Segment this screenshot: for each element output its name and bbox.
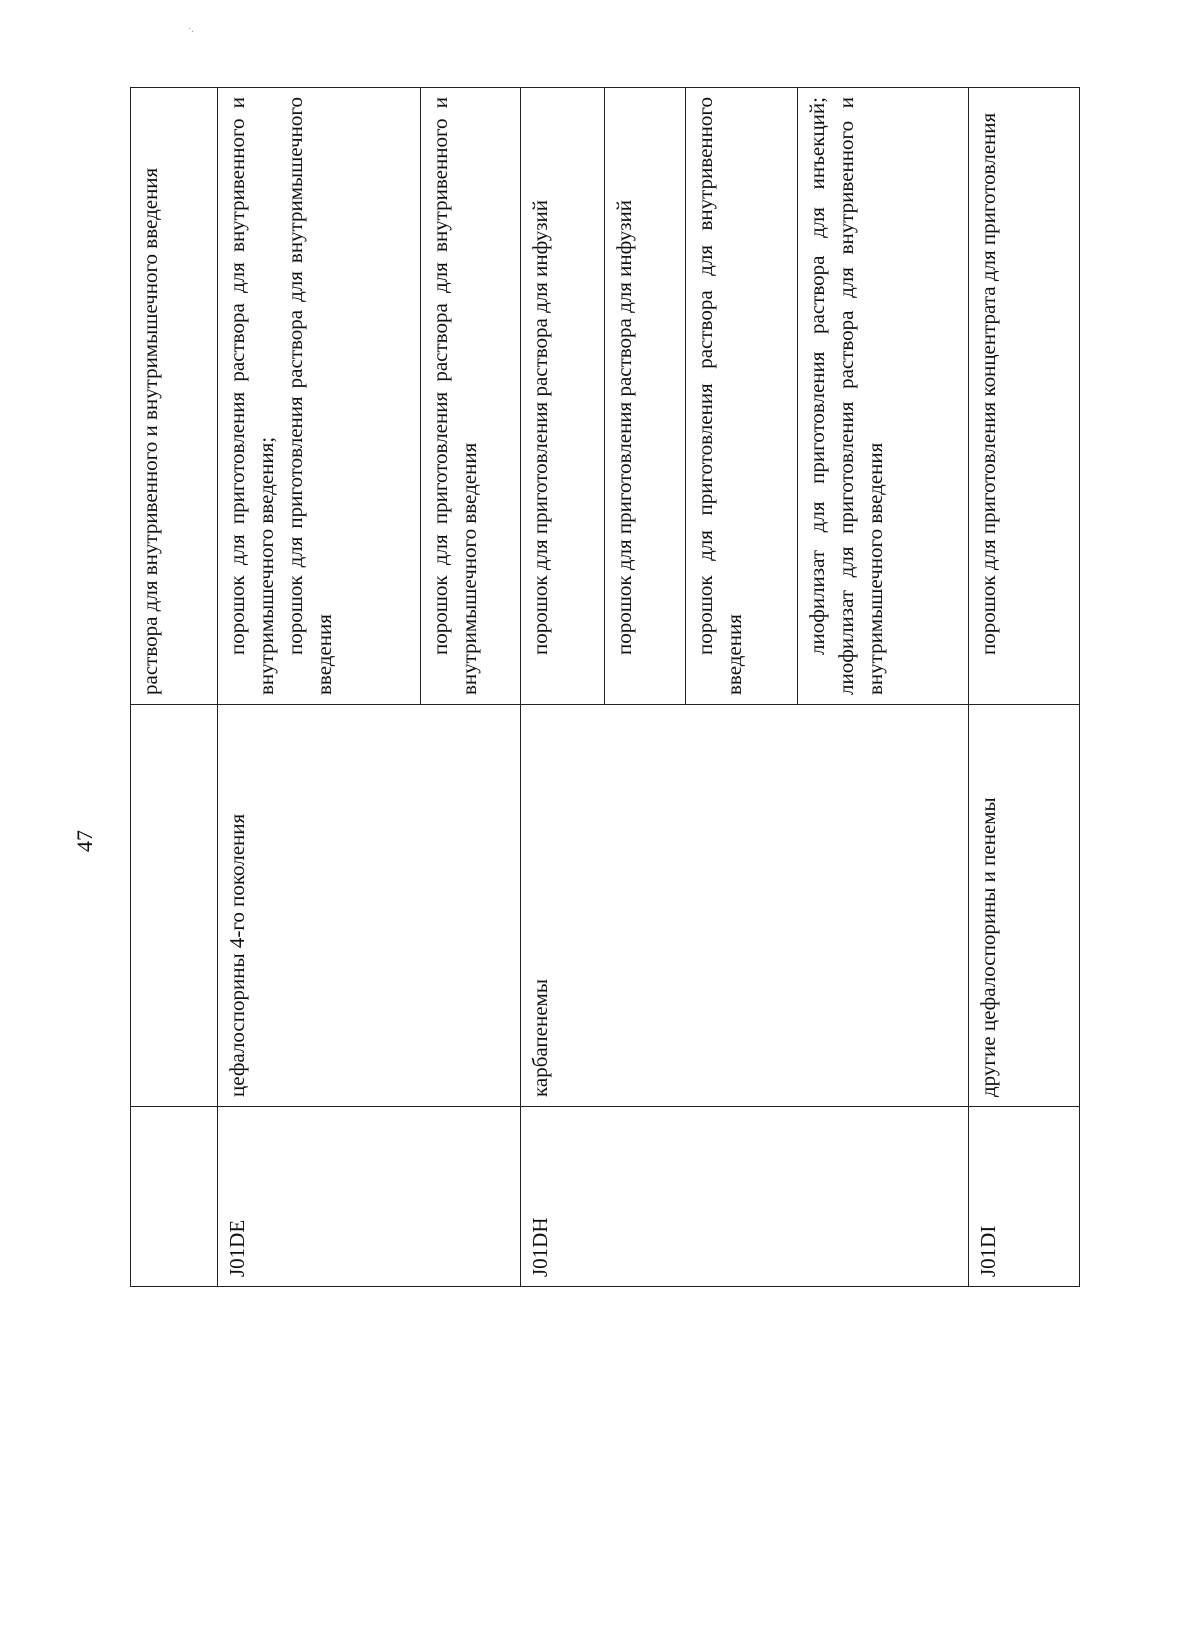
form-text: раствора для внутривенного и внутримышечного введения <box>138 167 162 695</box>
form-cell <box>130 87 217 705</box>
code-text: J01DE <box>225 1219 249 1277</box>
code-cell <box>520 1107 968 1287</box>
form-text: порошок для приготовления раствора для внутривенного и внутримышечного введения; <box>225 97 278 695</box>
form-text: порошок для приготовления раствора для инфузий <box>612 199 636 655</box>
form-text: порошок для приготовления раствора для внутривенного и внутримышечного введения <box>428 97 481 695</box>
code-cell <box>968 1107 1080 1287</box>
scan-speck: ·. <box>188 24 194 35</box>
code-text: J01DH <box>528 1217 552 1277</box>
group-text: цефалоспорины 4-го поколения <box>225 813 249 1097</box>
group-text: другие цефалоспорины и пенемы <box>976 797 1000 1097</box>
page-number: 47 <box>72 830 97 852</box>
form-cell <box>968 87 1080 705</box>
form-cell <box>604 87 685 705</box>
group-cell <box>217 705 520 1107</box>
group-cell <box>968 705 1080 1107</box>
form-cell <box>420 87 520 705</box>
form-text: порошок для приготовления концентрата для приготовления <box>976 112 1000 655</box>
form-text: порошок для приготовления раствора для внутримышечного введения <box>283 97 336 695</box>
form-text: порошок для приготовления раствора для инфузий <box>528 199 552 655</box>
form-cell <box>797 87 968 705</box>
form-cell <box>685 87 797 705</box>
code-text: J01DI <box>976 1225 1000 1277</box>
form-text: лиофилизат для приготовления раствора для инъекций; лиофилизат для приготовления раствора для внутривенного и внутримышечного введения <box>805 97 887 695</box>
code-cell <box>217 1107 520 1287</box>
form-text: порошок для приготовления раствора для внутривенного введения <box>693 97 746 695</box>
group-text: карбапенемы <box>528 979 552 1097</box>
drug-cell <box>217 87 420 705</box>
rotated-table <box>130 87 1080 1287</box>
form-cell <box>520 87 604 705</box>
group-cell <box>520 705 968 1107</box>
